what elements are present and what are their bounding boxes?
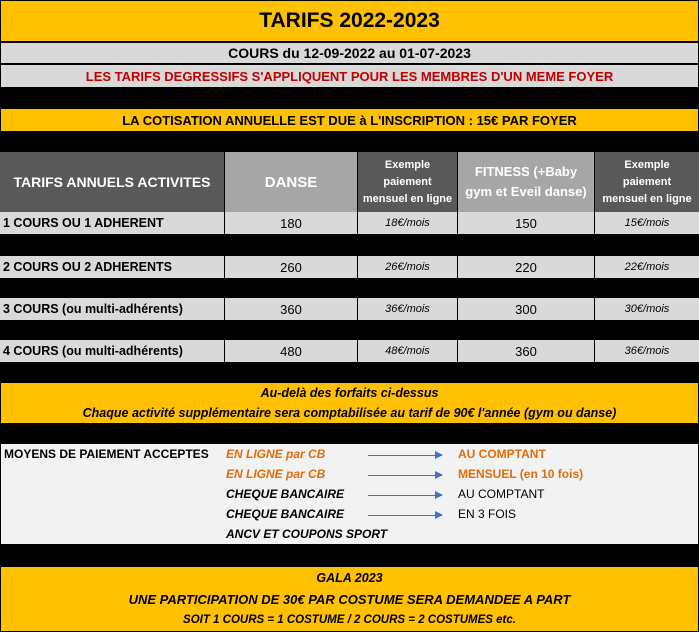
separator: [0, 88, 699, 108]
fitness-monthly: 22€/mois: [594, 256, 699, 278]
beyond-line2: Chaque activité supplémentaire sera comptabilisée au tarif de 90€ l'année (gym ou danse): [82, 405, 617, 420]
danse-price: 360: [224, 298, 357, 320]
arrow-icon: [368, 475, 442, 476]
separator: [0, 132, 699, 152]
separator: [0, 544, 699, 566]
row-label: 1 COURS OU 1 ADHERENT: [0, 212, 224, 234]
gala-title: GALA 2023: [316, 570, 383, 585]
fitness-monthly: 30€/mois: [594, 298, 699, 320]
fitness-price: 300: [457, 298, 594, 320]
gala-line2: SOIT 1 COURS = 1 COSTUME / 2 COURS = 2 COSTUMES etc.: [183, 614, 516, 626]
fitness-monthly: 15€/mois: [594, 212, 699, 234]
fitness-monthly: 36€/mois: [594, 340, 699, 362]
payment-mode: AU COMPTANT: [458, 487, 545, 501]
gala-banner: [0, 566, 699, 632]
danse-price: 480: [224, 340, 357, 362]
beyond-banner: [0, 382, 699, 424]
header-fitness: FITNESS (+Baby gym et Eveil danse): [457, 152, 594, 212]
arrow-icon: [368, 455, 442, 456]
period-banner: COURS du 12-09-2022 au 01-07-2023: [0, 42, 699, 64]
danse-monthly: 26€/mois: [357, 256, 457, 278]
danse-price: 260: [224, 256, 357, 278]
fitness-price: 150: [457, 212, 594, 234]
gala-line1: UNE PARTICIPATION DE 30€ PAR COSTUME SERA DEMANDEE A PART: [128, 591, 571, 607]
row-label: 3 COURS (ou multi-adhérents): [0, 298, 224, 320]
row-label: 4 COURS (ou multi-adhérents): [0, 340, 224, 362]
arrow-icon: [368, 495, 442, 496]
separator: [0, 362, 699, 382]
degressive-notice: LES TARIFS DEGRESSIFS S'APPLIQUENT POUR LES MEMBRES D'UN MEME FOYER: [0, 64, 699, 88]
payment-method: CHEQUE BANCAIRE: [226, 487, 345, 501]
header-activities: TARIFS ANNUELS ACTIVITES: [0, 152, 224, 212]
header-example-fitness: Exemple paiement mensuel en ligne: [594, 152, 699, 212]
payment-method: CHEQUE BANCAIRE: [226, 507, 345, 521]
arrow-icon: [368, 515, 442, 516]
fitness-price: 360: [457, 340, 594, 362]
separator: [0, 234, 699, 256]
membership-fee: LA COTISATION ANNUELLE EST DUE à L'INSCRIPTION : 15€ PAR FOYER: [0, 108, 699, 132]
payment-mode: MENSUEL (en 10 fois): [458, 467, 584, 481]
payment-method: EN LIGNE par CB: [226, 447, 326, 461]
header-example-danse: Exemple paiement mensuel en ligne: [357, 152, 457, 212]
payment-method: EN LIGNE par CB: [226, 467, 326, 481]
danse-monthly: 18€/mois: [357, 212, 457, 234]
separator: [0, 278, 699, 298]
danse-monthly: 48€/mois: [357, 340, 457, 362]
beyond-line1: Au-delà des forfaits ci-dessus: [260, 386, 439, 400]
page-title: TARIFS 2022-2023: [0, 0, 699, 42]
header-danse: DANSE: [224, 152, 357, 212]
separator: [0, 320, 699, 340]
separator: [0, 424, 699, 444]
danse-price: 180: [224, 212, 357, 234]
payment-method: ANCV ET COUPONS SPORT: [226, 527, 388, 541]
row-label: 2 COURS OU 2 ADHERENTS: [0, 256, 224, 278]
payment-mode: EN 3 FOIS: [458, 507, 517, 521]
danse-monthly: 36€/mois: [357, 298, 457, 320]
payment-mode: AU COMPTANT: [458, 447, 546, 461]
fitness-price: 220: [457, 256, 594, 278]
payment-label: MOYENS DE PAIEMENT ACCEPTES: [4, 447, 209, 461]
